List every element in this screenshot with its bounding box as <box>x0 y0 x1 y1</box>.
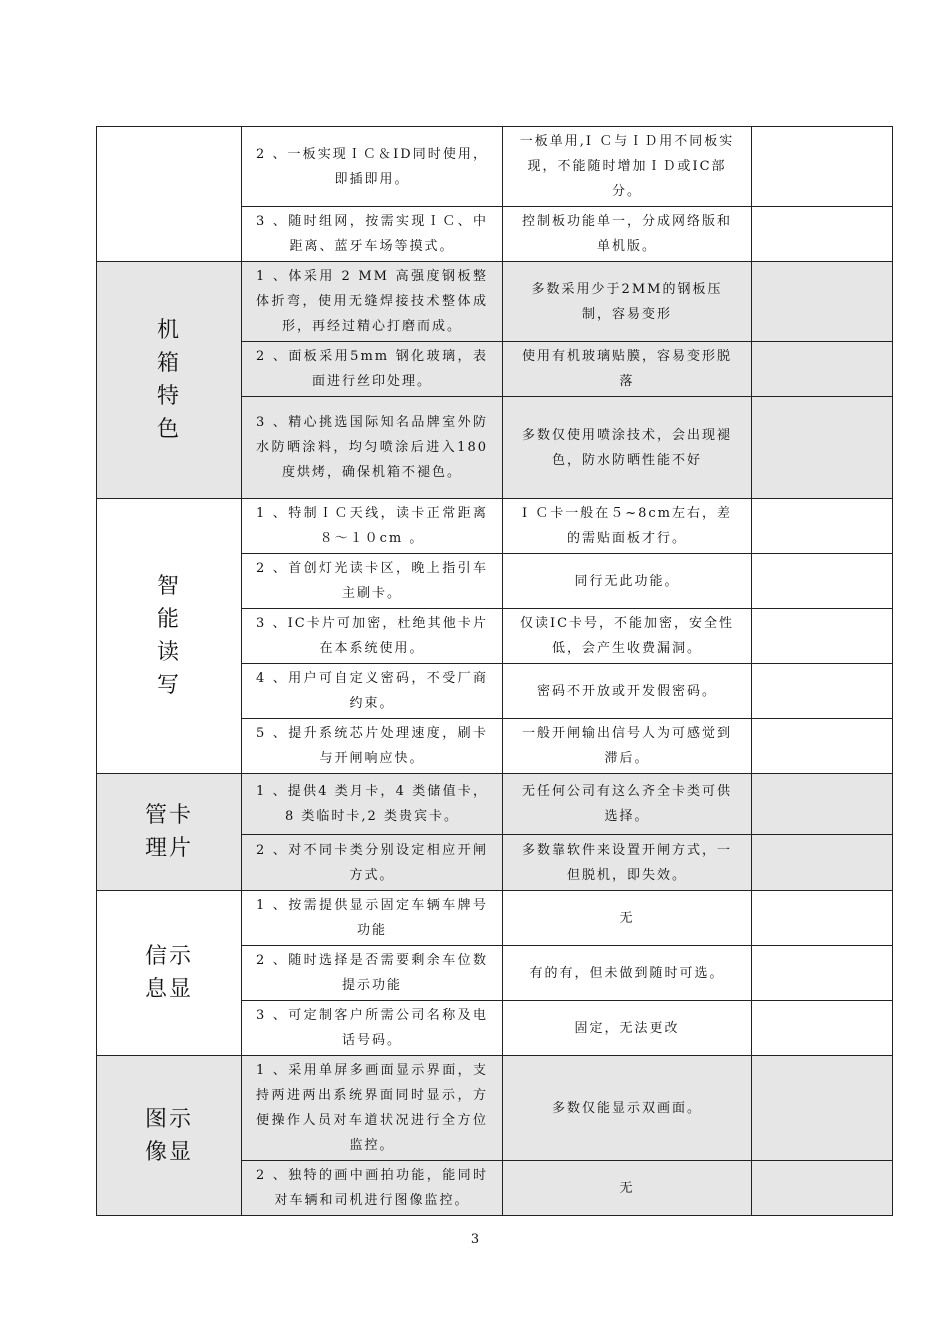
blank-cell <box>752 609 893 664</box>
comparison-cell: 一板单用,I Ｃ与ＩＤ用不同板实现，不能随时增加ＩＤ或IC部分。 <box>503 127 752 207</box>
table-row <box>97 891 893 946</box>
blank-cell <box>752 262 893 342</box>
blank-cell <box>752 127 893 207</box>
category-cell: 信示息显 <box>97 891 242 1056</box>
feature-cell: 2 、独特的画中画拍功能，能同时对车辆和司机进行图像监控。 <box>242 1161 503 1216</box>
blank-cell <box>752 207 893 262</box>
feature-cell: 3 、可定制客户所需公司名称及电话号码。 <box>242 1001 503 1056</box>
comparison-cell: 有的有，但未做到随时可选。 <box>503 946 752 1001</box>
category-cell: 管卡理片 <box>97 774 242 891</box>
page-number: 3 <box>470 1232 480 1247</box>
table-row <box>97 499 893 554</box>
blank-cell <box>752 835 893 891</box>
feature-cell: 1 、提供4 类月卡，4 类储值卡，8 类临时卡,2 类贵宾卡。 <box>242 774 503 835</box>
feature-cell: 2 、随时选择是否需要剩余车位数提示功能 <box>242 946 503 1001</box>
blank-cell <box>752 1161 893 1216</box>
blank-cell <box>752 499 893 554</box>
feature-cell: 2 、对不同卡类分别设定相应开闸方式。 <box>242 835 503 891</box>
blank-cell <box>752 397 893 499</box>
table-row <box>97 1056 893 1161</box>
comparison-cell: 使用有机玻璃贴膜，容易变形脱落 <box>503 342 752 397</box>
table-row <box>97 262 893 342</box>
feature-cell: 2 、首创灯光读卡区，晚上指引车主刷卡。 <box>242 554 503 609</box>
feature-cell: 4 、用户可自定义密码，不受厂商约束。 <box>242 664 503 719</box>
feature-cell: 1 、特制ＩＣ天线，读卡正常距离８～１０cm 。 <box>242 499 503 554</box>
blank-cell <box>752 946 893 1001</box>
feature-cell: 2 、面板采用5mm 钢化玻璃，表面进行丝印处理。 <box>242 342 503 397</box>
comparison-cell: 控制板功能单一，分成网络版和单机版。 <box>503 207 752 262</box>
blank-cell <box>752 891 893 946</box>
comparison-cell: 密码不开放或开发假密码。 <box>503 664 752 719</box>
feature-cell: 3 、精心挑选国际知名品牌室外防水防晒涂料，均匀喷涂后进入180 度烘烤，确保机箱不褪色。 <box>242 397 503 499</box>
comparison-cell: 多数采用少于2MM的钢板压制，容易变形 <box>503 262 752 342</box>
comparison-cell: 多数靠软件来设置开闸方式，一但脱机，即失效。 <box>503 835 752 891</box>
table-row <box>97 127 893 207</box>
comparison-cell: 无 <box>503 1161 752 1216</box>
comparison-cell: 多数仅能显示双画面。 <box>503 1056 752 1161</box>
blank-cell <box>752 774 893 835</box>
blank-cell <box>752 1056 893 1161</box>
blank-cell <box>752 719 893 774</box>
comparison-table <box>96 126 893 1216</box>
blank-cell <box>752 342 893 397</box>
feature-cell: 1 、采用单屏多画面显示界面，支持两进两出系统界面同时显示，方便操作人员对车道状况进行全方位监控。 <box>242 1056 503 1161</box>
feature-cell: 1 、体采用 2 MM 高强度钢板整体折弯，使用无缝焊接技术整体成形，再经过精心打磨而成。 <box>242 262 503 342</box>
feature-cell: 3 、IC卡片可加密，杜绝其他卡片在本系统使用。 <box>242 609 503 664</box>
comparison-cell: 无任何公司有这么齐全卡类可供选择。 <box>503 774 752 835</box>
feature-cell: 5 、提升系统芯片处理速度，刷卡与开闸响应快。 <box>242 719 503 774</box>
table-row <box>97 774 893 835</box>
feature-cell: 3 、随时组网，按需实现ＩＣ、中距离、蓝牙车场等摸式。 <box>242 207 503 262</box>
comparison-cell: 多数仅使用喷涂技术，会出现褪色，防水防晒性能不好 <box>503 397 752 499</box>
category-cell: 图示像显 <box>97 1056 242 1216</box>
category-cell: 机箱特色 <box>97 262 242 499</box>
category-cell: 智能读写 <box>97 499 242 774</box>
category-cell <box>97 127 242 262</box>
blank-cell <box>752 554 893 609</box>
comparison-cell: 一般开闸输出信号人为可感觉到滞后。 <box>503 719 752 774</box>
comparison-cell: 仅读IC卡号，不能加密，安全性低，会产生收费漏洞。 <box>503 609 752 664</box>
comparison-cell: 无 <box>503 891 752 946</box>
feature-cell: 1 、按需提供显示固定车辆车牌号功能 <box>242 891 503 946</box>
blank-cell <box>752 664 893 719</box>
feature-cell: 2 、一板实现ＩＣ＆ID同时使用，即插即用。 <box>242 127 503 207</box>
comparison-cell: I Ｃ卡一般在５~8cm左右，差的需贴面板才行。 <box>503 499 752 554</box>
comparison-cell: 同行无此功能。 <box>503 554 752 609</box>
comparison-cell: 固定，无法更改 <box>503 1001 752 1056</box>
blank-cell <box>752 1001 893 1056</box>
